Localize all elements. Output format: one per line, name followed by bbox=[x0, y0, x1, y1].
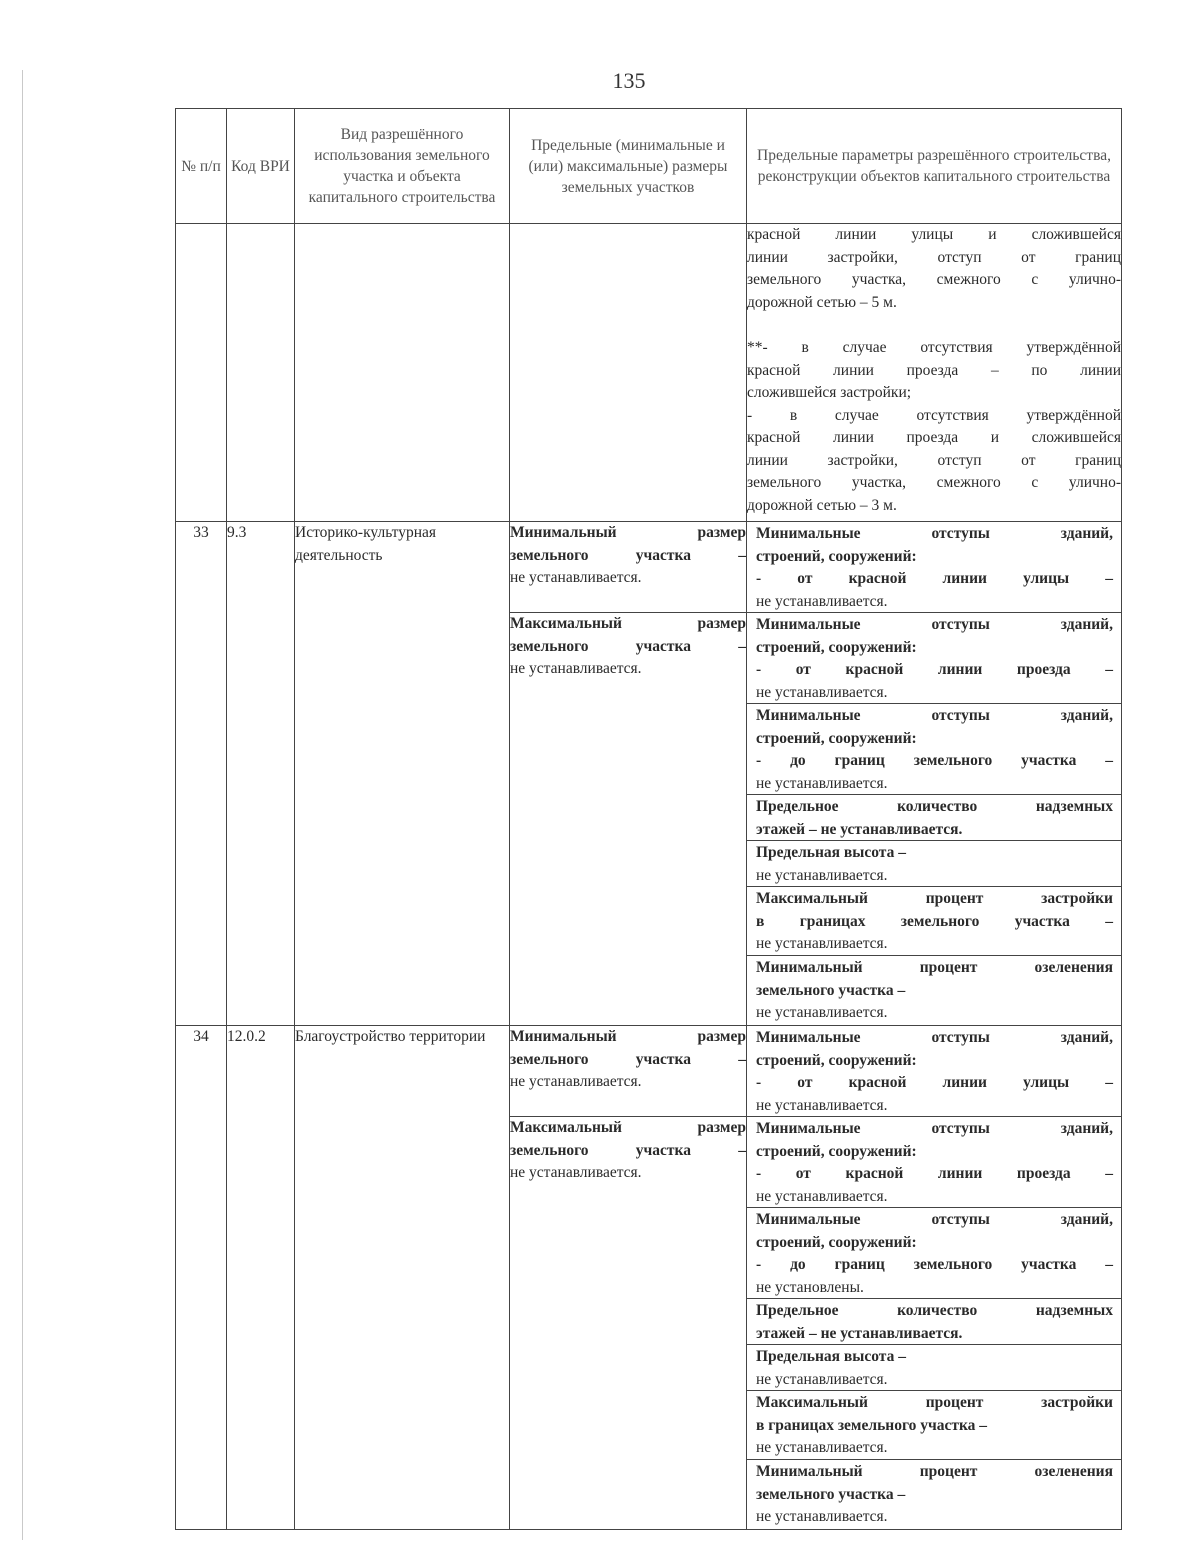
param-block: Минимальный процент озеленения земельного участка – не устанавливается. bbox=[747, 1459, 1121, 1529]
max-size-cell: Максимальный размер земельного участка – не устанавливается. bbox=[510, 1117, 747, 1530]
table-header-row bbox=[176, 109, 1122, 224]
param-block: Минимальные отступы зданий, строений, сооружений: - от красной линии проезда – не устанавливается. bbox=[756, 1120, 1113, 1205]
header-params: Предельные параметры разрешённого строительства, реконструкции объектов капитального строительства bbox=[747, 109, 1122, 224]
min-size-cell: Минимальный размер земельного участка – не устанавливается. bbox=[510, 1026, 747, 1117]
row-type: Благоустройство территории bbox=[295, 1026, 510, 1530]
row-code: 12.0.2 bbox=[227, 1026, 295, 1530]
row-num: 34 bbox=[176, 1026, 227, 1530]
param-block: Минимальные отступы зданий, строений, сооружений: - до границ земельного участка – не установлены. bbox=[747, 1207, 1121, 1298]
param-cell bbox=[747, 1117, 1122, 1530]
param-block: Минимальные отступы зданий, строений, сооружений: - до границ земельного участка – не устанавливается. bbox=[747, 703, 1121, 794]
param-block: Предельное количество надземных этажей – не устанавливается. bbox=[747, 794, 1121, 840]
max-size-cell: Максимальный размер земельного участка – не устанавливается. bbox=[510, 613, 747, 1026]
param-block: Предельная высота – не устанавливается. bbox=[747, 1344, 1121, 1390]
param-block: Максимальный процент застройки в границах земельного участка – не устанавливается. bbox=[747, 1390, 1121, 1459]
header-code: Код ВРИ bbox=[227, 109, 295, 224]
param-cell bbox=[747, 1026, 1122, 1117]
row-num: 33 bbox=[176, 522, 227, 1026]
header-sizes: Предельные (минимальные и (или) максимальные) размеры земельных участков bbox=[510, 109, 747, 224]
param-cell bbox=[747, 522, 1122, 613]
page-number: 135 bbox=[612, 68, 646, 93]
continuation-text: красной линии улицы и сложившейся линии застройки, отступ от границ земельного участка, смежного с улично- дорожной сетью – 5 м. **- в случае отсутствия утверждённой красной линии проезда – по линии сложившейся застройки; - в случае отсутствия утверждённой красной линии проезда и сложившейся линии застройки, отступ от границ земельного участка, смежного с улично- дорожной сетью – 3 м. bbox=[747, 224, 1122, 522]
param-block: Минимальные отступы зданий, строений, сооружений: - от красной линии проезда – не устанавливается. bbox=[756, 616, 1113, 701]
header-num: № п/п bbox=[176, 109, 227, 224]
binding-margin-line bbox=[22, 70, 23, 1540]
row-code: 9.3 bbox=[227, 522, 295, 1026]
param-cell bbox=[747, 613, 1122, 1026]
param-block: Минимальный процент озеленения земельного участка – не устанавливается. bbox=[747, 955, 1121, 1025]
table-row bbox=[176, 522, 1122, 613]
table-row bbox=[176, 1026, 1122, 1117]
header-type: Вид разрешённого использования земельного участка и объекта капитального строительства bbox=[295, 109, 510, 224]
continuation-row bbox=[176, 224, 1122, 522]
param-block: Максимальный процент застройки в границах земельного участка – не устанавливается. bbox=[747, 886, 1121, 955]
min-size-cell: Минимальный размер земельного участка – не устанавливается. bbox=[510, 522, 747, 613]
zoning-table bbox=[175, 108, 1122, 1530]
param-block: Минимальные отступы зданий, строений, сооружений: - от красной линии улицы – не устанавливается. bbox=[756, 1029, 1113, 1114]
param-block: Предельная высота – не устанавливается. bbox=[747, 840, 1121, 886]
param-block: Минимальные отступы зданий, строений, сооружений: - от красной линии улицы – не устанавливается. bbox=[756, 525, 1113, 610]
param-block: Предельное количество надземных этажей – не устанавливается. bbox=[747, 1298, 1121, 1344]
row-type: Историко-культурная деятельность bbox=[295, 522, 510, 1026]
